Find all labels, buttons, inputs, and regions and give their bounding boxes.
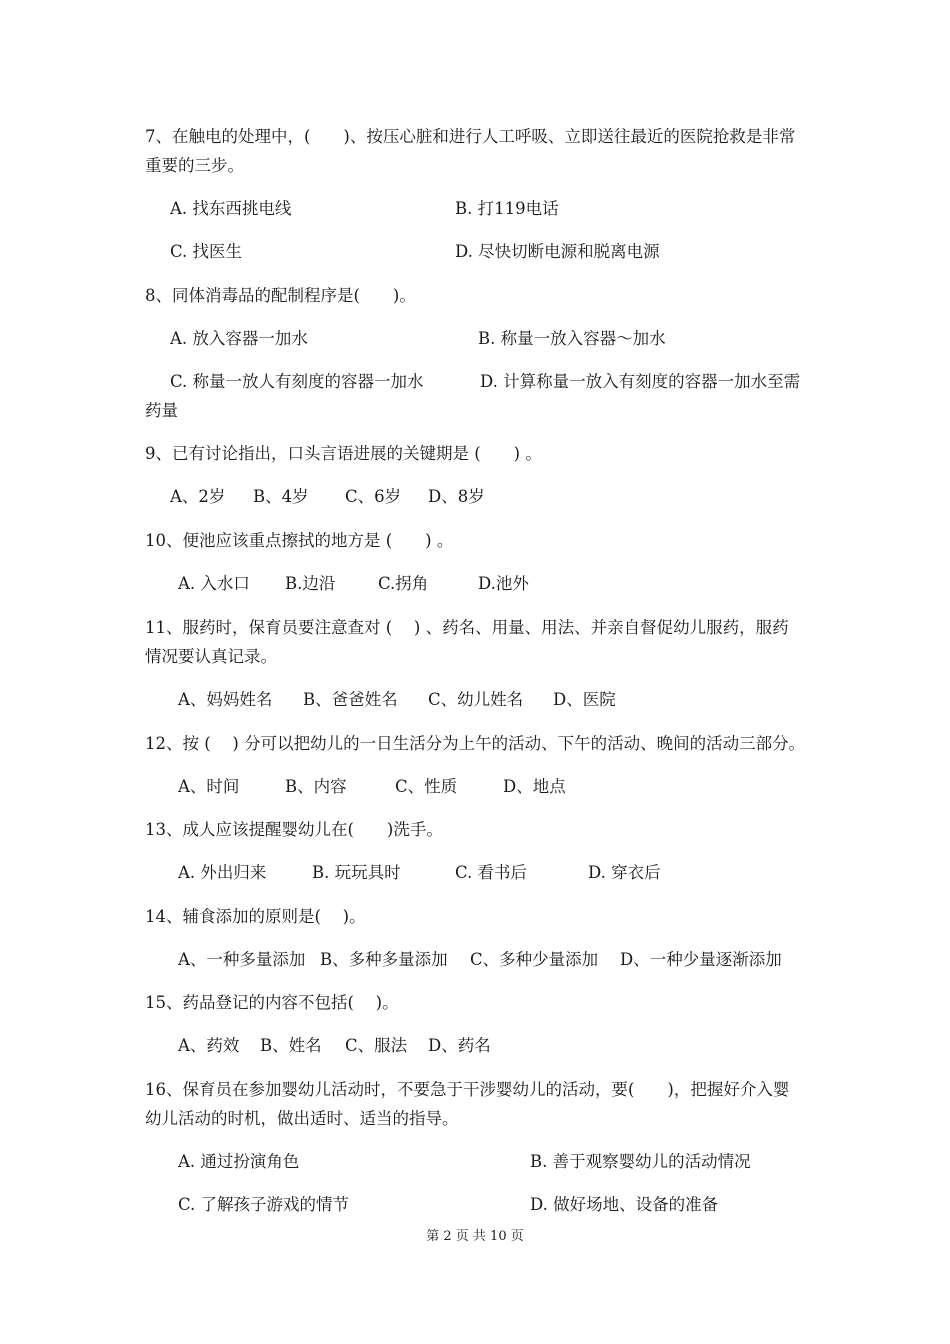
question-11-line-1: 11、服药时，保育员要注意查对 ( ) 、药名、用量、用法、并亲自督促幼儿服药，服药 bbox=[145, 618, 789, 637]
question-16-line-2: 幼儿活动的时机，做出适时、适当的指导。 bbox=[145, 1109, 459, 1128]
question-10-option-a: A. 入水口 bbox=[178, 574, 250, 593]
question-7-option-a: A. 找东西挑电线 bbox=[170, 199, 292, 218]
question-8-option-d: D. 计算称量一放入有刻度的容器一加水至需 bbox=[480, 372, 801, 391]
question-12-option-c: C、性质 bbox=[395, 777, 458, 796]
question-9-option-a: A、2岁 bbox=[170, 487, 226, 506]
question-8-option-a: A. 放入容器一加水 bbox=[170, 329, 308, 348]
question-14-option-c: C、多种少量添加 bbox=[470, 950, 599, 969]
question-7-line-1: 7、在触电的处理中，( )、按压心脏和进行人工呼吸、立即送往最近的医院抢救是非常 bbox=[145, 127, 796, 146]
question-10-line-1: 10、便池应该重点擦拭的地方是 ( ) 。 bbox=[145, 531, 454, 550]
question-7-option-b: B. 打119电话 bbox=[455, 199, 559, 218]
question-15-option-a: A、药效 bbox=[178, 1036, 240, 1055]
question-15-option-c: C、服法 bbox=[345, 1036, 408, 1055]
page-number-footer: 第 2 页 共 10 页 bbox=[426, 1229, 524, 1244]
question-13-option-b: B. 玩玩具时 bbox=[312, 863, 401, 882]
question-8-option-b: B. 称量一放入容器～加水 bbox=[478, 329, 666, 348]
question-10-option-d: D.池外 bbox=[478, 574, 529, 593]
question-14-option-d: D、一种少量逐渐添加 bbox=[620, 950, 782, 969]
question-8-option-d-wrap: 药量 bbox=[145, 401, 178, 420]
question-12-option-b: B、内容 bbox=[285, 777, 347, 796]
question-16-option-c: C. 了解孩子游戏的情节 bbox=[178, 1195, 350, 1214]
question-15-option-d: D、药名 bbox=[428, 1036, 491, 1055]
question-8-line-1: 8、同体消毒品的配制程序是( )。 bbox=[145, 286, 416, 305]
question-11-option-b: B、爸爸姓名 bbox=[303, 690, 398, 709]
question-7-option-c: C. 找医生 bbox=[170, 242, 243, 261]
question-9-line-1: 9、已有讨论指出，口头言语进展的关键期是 ( ) 。 bbox=[145, 444, 542, 463]
question-12-option-a: A、时间 bbox=[178, 777, 240, 796]
question-10-option-b: B.边沿 bbox=[285, 574, 336, 593]
question-7-option-d: D. 尽快切断电源和脱离电源 bbox=[455, 242, 660, 261]
question-12-line-1: 12、按 ( ) 分可以把幼儿的一日生活分为上午的活动、下午的活动、晚间的活动三部分。 bbox=[145, 734, 806, 753]
question-11-option-a: A、妈妈姓名 bbox=[178, 690, 273, 709]
question-7-line-2: 重要的三步。 bbox=[145, 156, 244, 175]
question-11-line-2: 情况要认真记录。 bbox=[145, 647, 277, 666]
question-11-option-d: D、医院 bbox=[553, 690, 616, 709]
question-16-option-d: D. 做好场地、设备的准备 bbox=[530, 1195, 719, 1214]
question-15-option-b: B、姓名 bbox=[260, 1036, 322, 1055]
question-12-option-d: D、地点 bbox=[503, 777, 566, 796]
question-15-line-1: 15、药品登记的内容不包括( )。 bbox=[145, 993, 399, 1012]
question-10-option-c: C.拐角 bbox=[378, 574, 429, 593]
question-13-line-1: 13、成人应该提醒婴幼儿在( )洗手。 bbox=[145, 820, 443, 839]
question-14-option-a: A、一种多量添加 bbox=[178, 950, 306, 969]
question-9-option-b: B、4岁 bbox=[253, 487, 309, 506]
question-16-option-b: B. 善于观察婴幼儿的活动情况 bbox=[530, 1152, 751, 1171]
question-14-option-b: B、多种多量添加 bbox=[320, 950, 448, 969]
question-9-option-d: D、8岁 bbox=[428, 487, 485, 506]
question-9-option-c: C、6岁 bbox=[345, 487, 402, 506]
question-13-option-d: D. 穿衣后 bbox=[588, 863, 661, 882]
question-13-option-a: A. 外出归来 bbox=[178, 863, 267, 882]
question-16-option-a: A. 通过扮演角色 bbox=[178, 1152, 300, 1171]
question-14-line-1: 14、辅食添加的原则是( )。 bbox=[145, 907, 366, 926]
question-11-option-c: C、幼儿姓名 bbox=[428, 690, 524, 709]
question-16-line-1: 16、保育员在参加婴幼儿活动时，不要急于干涉婴幼儿的活动，要( )，把握好介入婴 bbox=[145, 1080, 790, 1099]
question-13-option-c: C. 看书后 bbox=[455, 863, 528, 882]
question-8-option-c: C. 称量一放人有刻度的容器一加水 bbox=[170, 372, 424, 391]
